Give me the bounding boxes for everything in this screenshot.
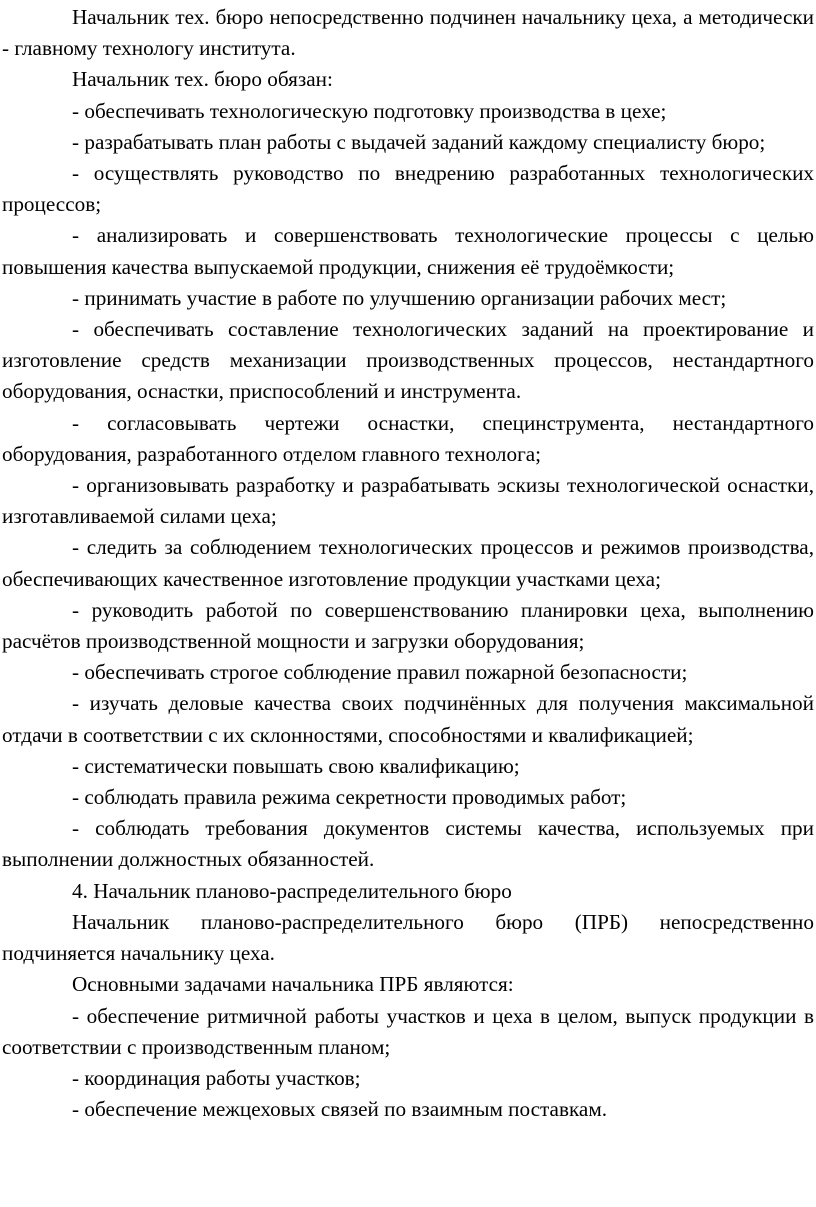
list-item: - соблюдать требования документов системы качества, используемых при выполнении должностных обязанностей. — [2, 816, 814, 872]
section-heading: 4. Начальник планово-распределительного бюро — [72, 878, 512, 903]
paragraph-duties-heading: Начальник тех. бюро обязан: — [72, 67, 333, 92]
list-item: - обеспечивать технологическую подготовку производства в цехе; — [72, 98, 667, 123]
list-item: - осуществлять руководство по внедрению разработанных технологических процессов; — [2, 161, 814, 217]
list-item: - изучать деловые качества своих подчинённых для получения максимальной отдачи в соответствии с их склонностями, способностями и квалификацией; — [2, 691, 814, 747]
paragraph-prb-subordination: Начальник планово-распределительного бюро (ПРБ) непосредственно подчиняется начальнику цеха. — [2, 909, 814, 966]
list-item: - согласовывать чертежи оснастки, специнструмента, нестандартного оборудования, разработанного отделом главного технолога; — [2, 410, 814, 466]
list-item: - обеспечивать составление технологических заданий на проектирование и изготовление средств механизации производственных процессов, нестандартного оборудования, оснастки, приспособлений и инструмента. — [2, 317, 814, 404]
list-item: - обеспечивать строгое соблюдение правил пожарной безопасности; — [72, 660, 688, 685]
paragraph-tech-bureau-subordination: Начальник тех. бюро непосредственно подчинен начальнику цеха, а методически - главному технологу института. — [2, 5, 814, 61]
list-item: - разрабатывать план работы с выдачей заданий каждому специалисту бюро; — [72, 129, 766, 154]
list-item: - анализировать и совершенствовать технологические процессы с целью повышения качества выпускаемой продукции, снижения её трудоёмкости; — [2, 223, 814, 279]
document-page — [0, 2, 816, 1125]
paragraph-prb-tasks-heading: Основными задачами начальника ПРБ являются: — [72, 972, 514, 997]
list-item: - обеспечение межцеховых связей по взаимным поставкам. — [72, 1097, 608, 1122]
list-item: - соблюдать правила режима секретности проводимых работ; — [72, 785, 627, 810]
list-item: - обеспечение ритмичной работы участков и цеха в целом, выпуск продукции в соответствии с производственным планом; — [2, 1003, 814, 1059]
list-item: - организовывать разработку и разрабатывать эскизы технологической оснастки, изготавливаемой силами цеха; — [2, 473, 814, 529]
list-item: - координация работы участков; — [72, 1065, 361, 1090]
list-item: - систематически повышать свою квалификацию; — [72, 753, 520, 778]
list-item: - руководить работой по совершенствованию планировки цеха, выполнению расчётов производственной мощности и загрузки оборудования; — [2, 597, 814, 654]
list-item: - следить за соблюдением технологических процессов и режимов производства, обеспечивающих качественное изготовление продукции участками цеха; — [2, 535, 814, 591]
list-item: - принимать участие в работе по улучшению организации рабочих мест; — [72, 285, 727, 310]
